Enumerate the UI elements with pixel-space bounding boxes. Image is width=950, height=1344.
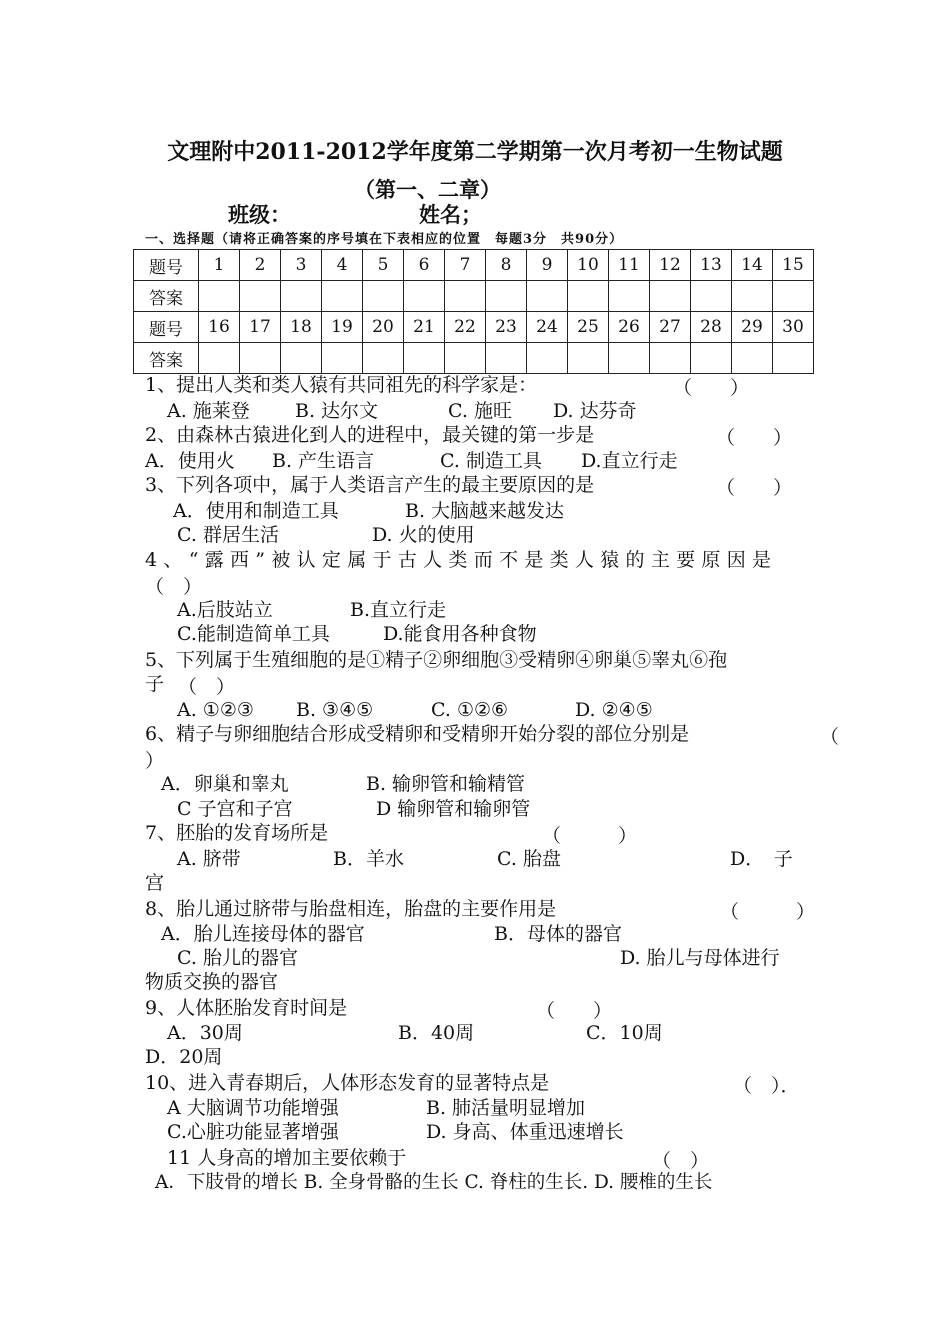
answer-cell[interactable]: [691, 343, 732, 374]
question-10-option-d: D. 身高、体重迅速增长: [426, 1121, 624, 1143]
question-4-stem: 4、“露西”被认定属于古人类而不是类人猿的主要原因是: [145, 549, 778, 571]
question-6-option-c: C 子宫和子宫: [177, 798, 293, 820]
question-number-cell: 4: [322, 250, 363, 281]
question-11-options: A．下肢骨的增长 B. 全身骨骼的生长 C. 脊柱的生长. D. 腰椎的生长: [155, 1172, 713, 1193]
question-11-stem: 11 人身高的增加主要依赖于: [167, 1147, 407, 1169]
question-number-cell: 6: [404, 250, 445, 281]
question-number-cell: 17: [240, 312, 281, 343]
question-5-stem: 5、下列属于生殖细胞的是①精子②卵细胞③受精卵④卵巢⑤睾丸⑥孢: [145, 649, 728, 671]
page-title: 文理附中2011-2012学年度第二学期第一次月考初一生物试题: [167, 139, 783, 165]
question-8-option-b: B．母体的器官: [494, 923, 622, 945]
grid-row-numbers-1: [134, 250, 814, 281]
question-8-option-d: D. 胎儿与母体进行: [620, 947, 780, 969]
question-1-option-d: D. 达芬奇: [553, 400, 637, 422]
question-10-stem: 10、进入青春期后，人体形态发育的显著特点是: [145, 1072, 550, 1094]
question-number-cell: 3: [281, 250, 322, 281]
question-number-cell: 23: [486, 312, 527, 343]
question-number-cell: 7: [445, 250, 486, 281]
question-7-option-d-cont: 宫: [145, 872, 165, 894]
question-4-option-a: A.后肢站立: [177, 599, 273, 621]
question-number-cell: 14: [732, 250, 773, 281]
question-7-option-c: C. 胎盘: [497, 848, 561, 870]
question-8-stem: 8、胎儿通过脐带与胎盘相连，胎盘的主要作用是: [145, 898, 557, 920]
section-heading: 一、选择题（请将正确答案的序号填在下表相应的位置 每题3分 共90分）: [145, 232, 624, 247]
question-number-cell: 13: [691, 250, 732, 281]
answer-cell[interactable]: [363, 343, 404, 374]
question-8-blank: （ ）: [720, 901, 816, 923]
question-7-option-a: A. 脐带: [177, 848, 241, 870]
answer-cell[interactable]: [609, 343, 650, 374]
question-2-option-d: D.直立行走: [581, 450, 678, 472]
question-8-option-a: A．胎儿连接母体的器官: [161, 923, 365, 945]
class-label: 班级：: [228, 202, 291, 227]
question-10-option-a: A 大脑调节功能增强: [167, 1097, 339, 1119]
answer-cell[interactable]: [199, 343, 240, 374]
grid-row-numbers-1-label: 题号: [134, 250, 199, 281]
question-2-blank: （ ）: [716, 427, 793, 449]
grid-row-answers-2: [134, 343, 814, 374]
question-6-stem: 6、精子与卵细胞结合形成受精卵和受精卵开始分裂的部位分别是: [145, 723, 690, 745]
answer-cell[interactable]: [486, 281, 527, 312]
answer-cell[interactable]: [732, 281, 773, 312]
answer-cell[interactable]: [240, 343, 281, 374]
question-2-option-b: B. 产生语言: [272, 450, 375, 472]
question-7-stem: 7、胚胎的发育场所是: [145, 822, 329, 844]
answer-cell[interactable]: [404, 281, 445, 312]
question-6-blank-close: ）: [145, 750, 165, 772]
question-number-cell: 25: [568, 312, 609, 343]
question-3-option-b: B. 大脑越来越发达: [405, 500, 565, 522]
answer-cell[interactable]: [445, 343, 486, 374]
question-7-option-b: B．羊水: [333, 848, 404, 870]
answer-cell[interactable]: [568, 343, 609, 374]
answer-cell[interactable]: [650, 343, 691, 374]
question-number-cell: 12: [650, 250, 691, 281]
answer-cell[interactable]: [445, 281, 486, 312]
answer-cell[interactable]: [773, 281, 814, 312]
question-10-option-c: C.心脏功能显著增强: [167, 1121, 339, 1143]
question-1-stem: 1、提出人类和类人猿有共同祖先的科学家是：: [145, 374, 538, 396]
question-number-cell: 24: [527, 312, 568, 343]
question-number-cell: 8: [486, 250, 527, 281]
answer-cell[interactable]: [568, 281, 609, 312]
grid-row-answers-2-label: 答案: [134, 343, 199, 374]
question-7-blank: （ ）: [542, 825, 638, 847]
question-number-cell: 5: [363, 250, 404, 281]
question-number-cell: 30: [773, 312, 814, 343]
answer-cell[interactable]: [240, 281, 281, 312]
question-number-cell: 27: [650, 312, 691, 343]
question-number-cell: 16: [199, 312, 240, 343]
question-9-blank: （ ）: [536, 1000, 613, 1022]
question-number-cell: 22: [445, 312, 486, 343]
question-4-option-c: C.能制造简单工具: [177, 623, 330, 645]
question-2-option-a: A．使用火: [145, 450, 235, 472]
name-label: 姓名；: [419, 202, 482, 227]
question-number-cell: 9: [527, 250, 568, 281]
question-6-blank-open: （: [820, 726, 840, 748]
answer-cell[interactable]: [609, 281, 650, 312]
question-8-option-c: C. 胎儿的器官: [177, 947, 298, 969]
question-6-option-b: B. 输卵管和输精管: [366, 773, 526, 795]
grid-row-numbers-2: [134, 312, 814, 343]
question-3-option-d: D. 火的使用: [372, 524, 475, 546]
question-3-option-a: A．使用和制造工具: [173, 500, 339, 522]
question-number-cell: 28: [691, 312, 732, 343]
question-5-option-d: D. ②④⑤: [575, 699, 653, 721]
question-8-option-d-cont: 物质交换的器官: [145, 971, 279, 993]
question-6-option-a: A．卵巢和睾丸: [161, 773, 289, 795]
answer-grid: [133, 249, 814, 374]
question-number-cell: 18: [281, 312, 322, 343]
answer-cell[interactable]: [199, 281, 240, 312]
question-number-cell: 26: [609, 312, 650, 343]
answer-cell[interactable]: [404, 343, 445, 374]
question-1-option-c: C. 施旺: [448, 400, 512, 422]
page-subtitle: （第一、二章）: [354, 177, 501, 202]
question-3-blank: （ ）: [716, 477, 793, 499]
answer-cell[interactable]: [732, 343, 773, 374]
question-number-cell: 11: [609, 250, 650, 281]
answer-cell[interactable]: [773, 343, 814, 374]
answer-cell[interactable]: [527, 281, 568, 312]
question-number-cell: 21: [404, 312, 445, 343]
question-4-option-b: B.直立行走: [350, 599, 447, 621]
question-9-option-b: B．40周: [398, 1022, 475, 1044]
question-10-blank: （ ）．: [733, 1075, 800, 1097]
grid-row-answers-1: [134, 281, 814, 312]
question-number-cell: 10: [568, 250, 609, 281]
question-6-option-d: D 输卵管和输卵管: [376, 798, 531, 820]
question-5-stem-cont: 子: [145, 673, 165, 695]
question-number-cell: 1: [199, 250, 240, 281]
question-9-option-d: D．20周: [145, 1046, 223, 1068]
answer-cell[interactable]: [486, 343, 527, 374]
answer-cell[interactable]: [363, 281, 404, 312]
question-5-blank: （ ）: [178, 676, 236, 698]
question-5-option-c: C. ①②⑥: [431, 699, 509, 721]
question-5-option-b: B. ③④⑤: [296, 699, 374, 721]
question-4-option-d: D.能食用各种食物: [383, 623, 537, 645]
question-11-blank: （ ）: [652, 1150, 710, 1172]
answer-cell[interactable]: [691, 281, 732, 312]
question-number-cell: 2: [240, 250, 281, 281]
answer-cell[interactable]: [281, 281, 322, 312]
question-number-cell: 29: [732, 312, 773, 343]
question-3-stem: 3、下列各项中，属于人类语言产生的最主要原因的是: [145, 474, 595, 496]
question-10-option-b: B. 肺活量明显增加: [426, 1097, 586, 1119]
answer-cell[interactable]: [322, 343, 363, 374]
answer-cell[interactable]: [650, 281, 691, 312]
question-2-stem: 2、由森林古猿进化到人的进程中，最关键的第一步是: [145, 424, 595, 446]
question-number-cell: 20: [363, 312, 404, 343]
question-2-option-c: C. 制造工具: [440, 450, 542, 472]
grid-row-numbers-2-label: 题号: [134, 312, 199, 343]
question-number-cell: 15: [773, 250, 814, 281]
question-9-option-c: C．10周: [586, 1022, 663, 1044]
question-9-option-a: A．30周: [167, 1022, 243, 1044]
question-number-cell: 19: [322, 312, 363, 343]
question-4-blank: （ ）: [145, 576, 203, 598]
question-1-option-a: A. 施莱登: [167, 400, 250, 422]
answer-cell[interactable]: [281, 343, 322, 374]
question-1-option-b: B. 达尔文: [295, 400, 379, 422]
grid-row-answers-1-label: 答案: [134, 281, 199, 312]
question-3-option-c: C. 群居生活: [177, 524, 279, 546]
question-7-option-d: D． 子: [730, 848, 793, 870]
answer-cell[interactable]: [527, 343, 568, 374]
question-5-option-a: A. ①②③: [177, 699, 254, 721]
answer-cell[interactable]: [322, 281, 363, 312]
question-1-blank: （ ）: [673, 377, 750, 399]
question-9-stem: 9、人体胚胎发育时间是: [145, 997, 348, 1019]
